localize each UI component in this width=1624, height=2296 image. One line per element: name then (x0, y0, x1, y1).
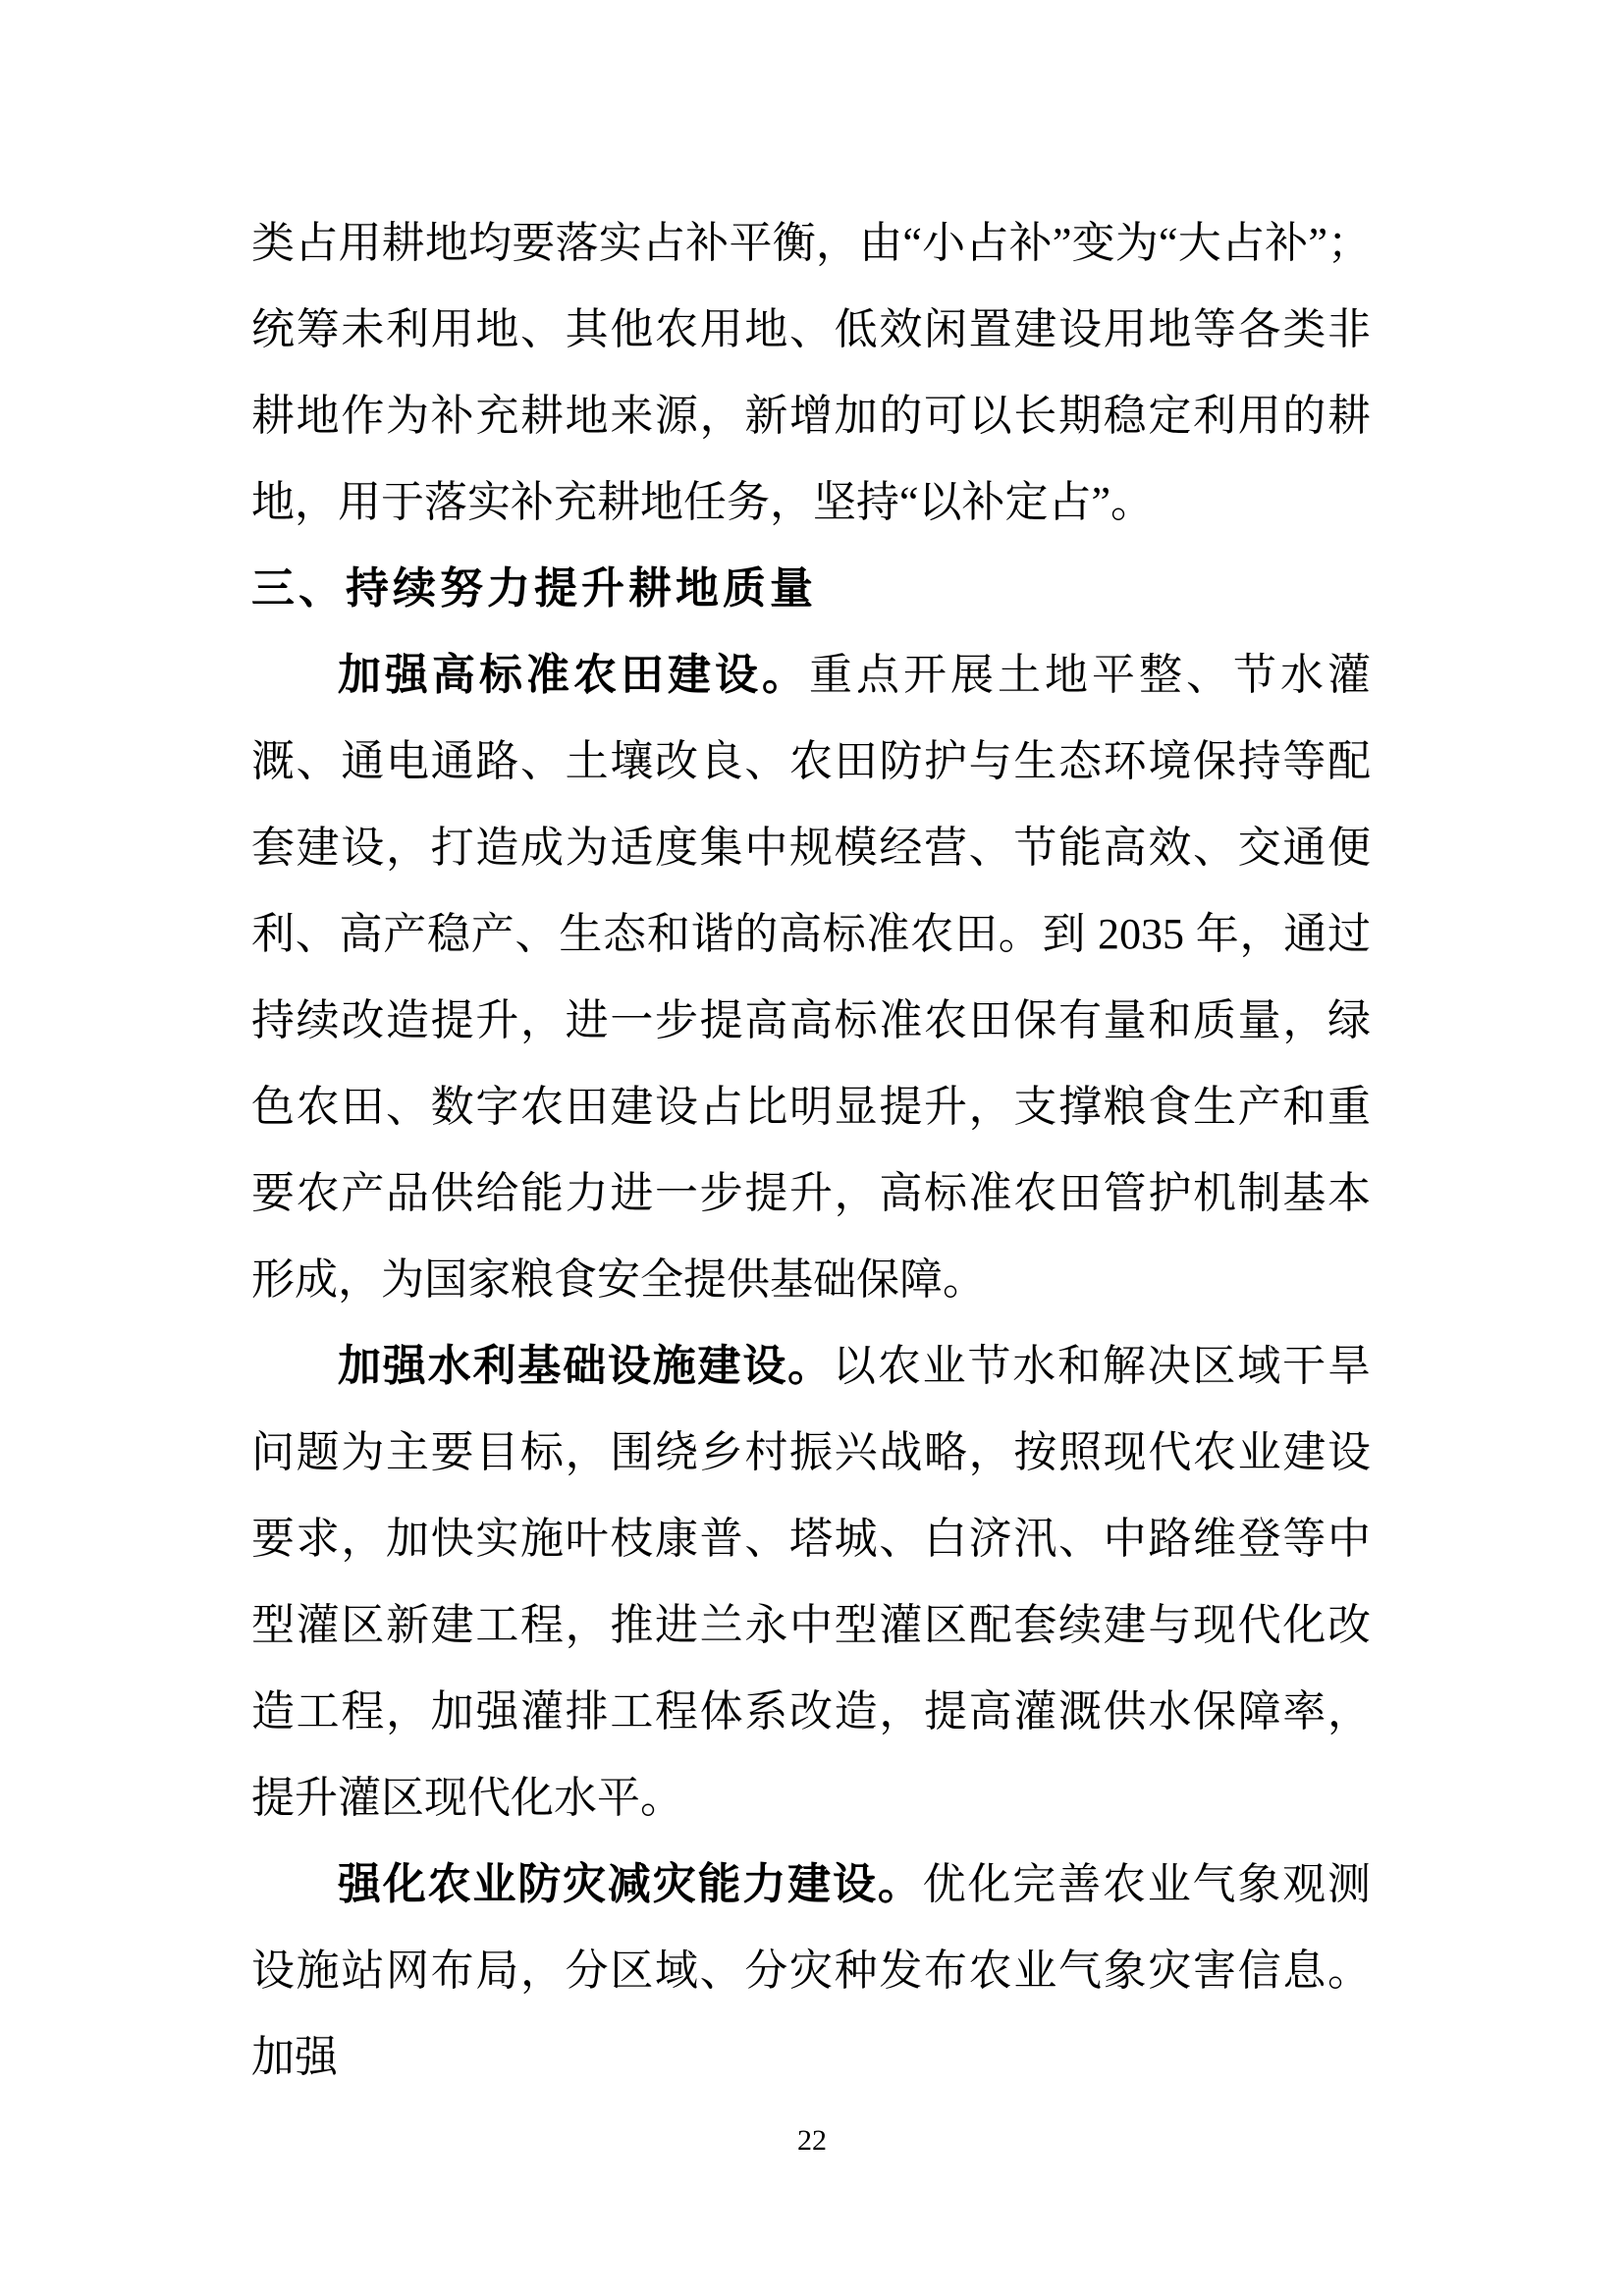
paragraph-lead-disaster-prevention: 强化农业防灾减灾能力建设。 (338, 1860, 923, 1908)
section-heading: 三、持续努力提升耕地质量 (251, 564, 817, 613)
paragraph-high-standard-farmland (251, 632, 1371, 1323)
page-footer (0, 2124, 1624, 2158)
paragraph-disaster-prevention (251, 1842, 1371, 2101)
paragraph-text-disaster-prevention: 优化完善农业气象观测设施站网布局，分区域、分灾种发布农业气象灾害信息。加强 (251, 1860, 1372, 2081)
document-body (251, 200, 1371, 2101)
paragraph-lead-high-standard-farmland: 加强高标准农田建设。 (338, 651, 809, 699)
paragraph-text-water-infrastructure: 以农业节水和解决区域干旱问题为主要目标，围绕乡村振兴战略，按照现代农业建设要求，加快实施叶枝康普、塔城、白济汛、中路维登等中型灌区新建工程，推进兰永中型灌区配套续建与现代化改造工程，加强灌排工程体系改造，提高灌溉供水保障率，提升灌区现代化水平。 (251, 1342, 1371, 1822)
opening-paragraph: 类占用耕地均要落实占补平衡，由“小占补”变为“大占补”；统筹未利用地、其他农用地、低效闲置建设用地等各类非耕地作为补充耕地来源，新增加的可以长期稳定利用的耕地，用于落实补充耕地任务，坚持“以补定占”。 (251, 219, 1371, 526)
paragraph-text-high-standard-farmland: 重点开展土地平整、节水灌溉、通电通路、土壤改良、农田防护与生态环境保持等配套建设，打造成为适度集中规模经营、节能高效、交通便利、高产稳产、生态和谐的高标准农田。到 2035 年，通过持续改造提升，进一步提高高标准农田保有量和质量，绿色农田、数字农田建设占比明显提升，支撑粮食生产和重要农产品供给能力进一步提升，高标准农田管护机制基本形成，为国家粮食安全提供基础保障。 (251, 651, 1371, 1304)
page-number: 22 (797, 2124, 827, 2157)
paragraph-water-infrastructure (251, 1323, 1371, 1842)
paragraph-lead-water-infrastructure: 加强水利基础设施建设。 (338, 1342, 833, 1390)
